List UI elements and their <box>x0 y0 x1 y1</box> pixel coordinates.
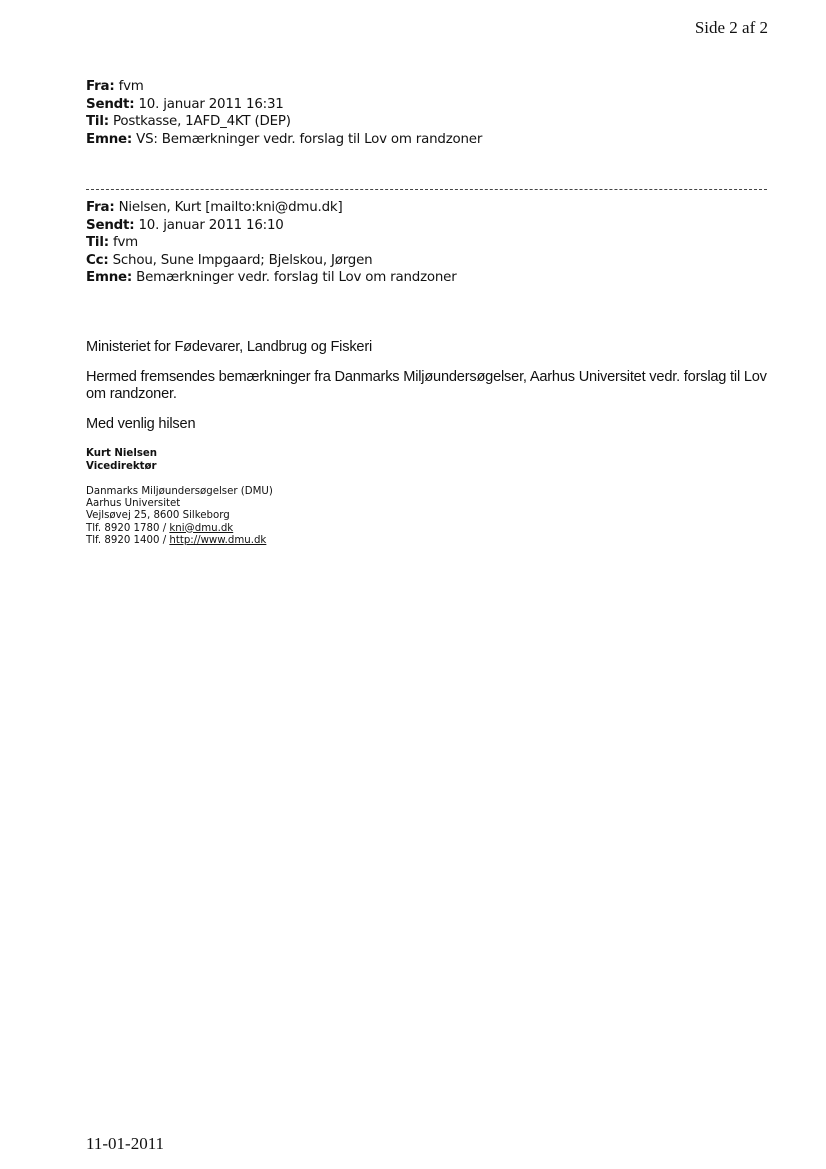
from-label: Fra: <box>86 79 115 94</box>
sent-value: 10. januar 2011 16:31 <box>138 96 284 112</box>
from-row <box>86 78 482 96</box>
from-value: Nielsen, Kurt [mailto:kni@dmu.dk] <box>118 200 343 215</box>
signature-phone-web-row <box>86 535 273 547</box>
signature-university: Aarhus Universitet <box>86 498 181 510</box>
signature-org: Danmarks Miljøundersøgelser (DMU) <box>86 486 273 497</box>
subject-row <box>86 269 457 287</box>
sent-row <box>86 96 482 114</box>
signature-phone-email-row <box>86 523 273 535</box>
from-row <box>86 199 457 217</box>
forward-divider <box>86 189 767 190</box>
subject-label: Emne: <box>86 131 133 147</box>
forwarded-email-header <box>86 199 457 287</box>
signature-name-block <box>86 447 157 473</box>
page-date: 11-01-2011 <box>86 1134 165 1153</box>
to-value: Postkasse, 1AFD_4KT (DEP) <box>112 114 291 130</box>
subject-row <box>86 131 482 149</box>
subject-value: Bemærkninger vedr. forslag til Lov om randzoner <box>136 270 457 286</box>
to-row <box>86 113 482 131</box>
sent-label: Sendt: <box>86 96 135 112</box>
subject-label: Emne: <box>86 270 133 286</box>
from-label: Fra: <box>86 200 115 215</box>
to-label: Til: <box>86 235 109 251</box>
to-row <box>86 234 457 252</box>
email-link[interactable]: kni@dmu.dk <box>169 522 234 534</box>
from-value: fvm <box>118 79 144 94</box>
to-value: fvm <box>112 235 139 251</box>
sent-value: 10. januar 2011 16:10 <box>138 217 284 233</box>
website-link[interactable]: http://www.dmu.dk <box>169 534 267 546</box>
to-label: Til: <box>86 114 109 130</box>
recipient-line: Ministeriet for Fødevarer, Landbrug og Fiskeri <box>86 339 373 355</box>
cc-value: Schou, Sune Impgaard; Bjelskou, Jørgen <box>112 252 373 268</box>
subject-value: VS: Bemærkninger vedr. forslag til Lov om randzoner <box>136 131 483 147</box>
original-email-header <box>86 78 482 148</box>
closing-line: Med venlig hilsen <box>86 416 196 432</box>
phone2-text: Tlf. 8920 1400 / <box>86 534 170 546</box>
sent-label: Sendt: <box>86 217 135 233</box>
cc-row <box>86 252 457 270</box>
sent-row <box>86 217 457 235</box>
signature-name: Kurt Nielsen <box>86 448 158 459</box>
signature-contact-block <box>86 486 273 547</box>
cc-label: Cc: <box>86 252 109 268</box>
page-number: Side 2 af 2 <box>694 18 768 37</box>
body-paragraph: Hermed fremsendes bemærkninger fra Danmarks Miljøundersøgelser, Aarhus Universitet vedr. forslag til Lov om randzoner. <box>86 369 767 402</box>
signature-title: Vicedirektør <box>86 461 157 472</box>
phone1-text: Tlf. 8920 1780 / <box>86 522 170 534</box>
signature-address: Vejlsøvej 25, 8600 Silkeborg <box>86 510 230 522</box>
